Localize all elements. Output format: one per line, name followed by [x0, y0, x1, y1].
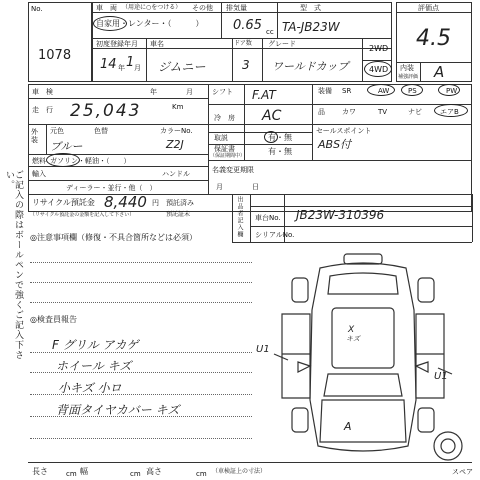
- rule: [232, 38, 233, 82]
- equip-ps: PS: [408, 87, 417, 95]
- color-value: ブルー: [50, 140, 83, 153]
- import-label: 輸入: [32, 170, 46, 178]
- color-change-label: 色替: [94, 127, 108, 135]
- equip-aw-circle: [367, 84, 395, 96]
- report-line-1: F グリル アカゲ: [52, 338, 139, 352]
- rule: [28, 98, 208, 99]
- name-change-label: 名義変更期限: [212, 166, 254, 174]
- height-label: 高さ: [146, 467, 162, 476]
- equip-sr: SR: [342, 87, 352, 95]
- equip-hin: 品: [318, 108, 325, 116]
- equip-pw: PW: [446, 87, 458, 95]
- rule: [420, 62, 421, 82]
- month-unit: 月: [134, 64, 141, 72]
- rule: [146, 38, 147, 82]
- displacement-value: 0.65: [233, 18, 262, 33]
- model-value: TA-JB23W: [282, 20, 340, 34]
- rule: [28, 124, 472, 125]
- manual-label: 取説: [214, 134, 228, 142]
- rule: [472, 194, 473, 242]
- diagram-mark-right: U1: [434, 371, 448, 382]
- year-unit: 年: [118, 64, 125, 72]
- car-damage-diagram: [252, 250, 474, 466]
- interior-label: 内装: [400, 64, 414, 72]
- fuel-label: 燃料: [32, 157, 46, 165]
- grade-label: グレード: [268, 40, 296, 48]
- report-line: [30, 438, 252, 439]
- equip-header-1: 装備: [318, 87, 332, 95]
- equip-pw-circle: [438, 84, 460, 96]
- doors-label: ドア数: [234, 40, 252, 47]
- width-unit: cm: [130, 470, 141, 478]
- color-number-label: カラーNo.: [160, 127, 193, 135]
- equip-navi: ナビ: [408, 108, 422, 116]
- report-line-4: 背面タイヤカバー キズ: [56, 403, 180, 417]
- rule: [92, 12, 392, 13]
- recycle-label: リサイクル預託金: [32, 198, 95, 207]
- diagram-mark-front: A: [344, 420, 352, 433]
- color-number-value: Z2J: [166, 138, 184, 151]
- rule: [244, 84, 245, 160]
- shaken-dimension-note: （車検証上の寸法）: [212, 468, 267, 475]
- rule: [250, 194, 251, 242]
- other-label: その他: [192, 4, 213, 12]
- equip-airbag-circle: [434, 104, 468, 117]
- side-instruction: ご記入の際はボールペンで強くご記入下さい。: [4, 170, 23, 360]
- recycle-note: （リサイクル預託金の金額を記入して下さい）: [30, 212, 135, 218]
- selling-point-label: セールスポイント: [316, 127, 372, 135]
- equip-aw: AW: [378, 87, 390, 95]
- month-value: 1: [126, 55, 135, 70]
- seller-vertical-label: 出品者記入欄: [236, 196, 243, 238]
- diagram-mark-roof: X: [348, 325, 355, 335]
- report-line-2: ホイール キズ: [56, 359, 132, 373]
- rule: [208, 104, 312, 105]
- exterior-label: 外装: [31, 128, 38, 144]
- lot-number-box: [28, 2, 92, 82]
- rule: [277, 2, 278, 38]
- length-label: 長さ: [32, 467, 48, 476]
- eval-label: 評価点: [418, 4, 439, 12]
- rule: [396, 12, 472, 13]
- rule: [208, 132, 312, 133]
- rule: [250, 206, 472, 207]
- original-color-label: 元色: [50, 127, 64, 135]
- usage-options: 自家用・レンター・（ ）: [96, 19, 204, 28]
- fuel-options: ガソリン・軽油・（ ）: [50, 157, 131, 165]
- caution-title: ◎注意事項欄（修復・不具合箇所などは必須）: [30, 233, 197, 242]
- shaken-month-unit: 月: [186, 88, 193, 96]
- name-change-month: 月: [216, 183, 223, 191]
- mileage-unit: Km: [172, 103, 184, 111]
- drive-4wd: 4WD: [369, 65, 389, 74]
- equip-tv: TV: [378, 108, 388, 116]
- eval-score: 4.5: [416, 26, 451, 51]
- manual-value: 有・無: [268, 133, 292, 142]
- chassis-label: 車台No.: [255, 214, 281, 222]
- recycle-unit: 円: [152, 199, 159, 207]
- ac-value: AC: [262, 108, 282, 124]
- serial-label: シリアルNo.: [255, 231, 295, 239]
- lot-number: 1078: [38, 48, 72, 63]
- displacement-label: 排気量: [226, 4, 247, 12]
- rule: [208, 84, 209, 194]
- name-change-day: 日: [252, 183, 259, 191]
- interior-sub: 補強評価: [398, 74, 419, 80]
- mileage-label: 走 行: [32, 106, 53, 114]
- warranty-value: 有・無: [268, 147, 292, 156]
- rule: [250, 226, 472, 227]
- car-name-label: 車名: [150, 40, 164, 48]
- shaken-label: 車 検: [32, 88, 53, 96]
- mileage-value: 25,043: [70, 101, 142, 121]
- rule: [28, 462, 472, 463]
- equip-airbag: エアB: [440, 108, 459, 116]
- displacement-unit: cc: [266, 28, 274, 36]
- inspector-title: ◎検査員報告: [30, 315, 77, 324]
- rule: [92, 38, 392, 39]
- shift-value: F.AT: [252, 88, 276, 102]
- caution-line: [30, 262, 252, 263]
- ac-label: 冷 房: [214, 114, 235, 122]
- model-label: 型 式: [300, 4, 321, 12]
- fuel-circle: [46, 153, 80, 167]
- usage-circle: [93, 16, 127, 31]
- grade-value: ワールドカップ: [272, 60, 349, 73]
- spare-label: スペア: [452, 468, 473, 476]
- car-name-value: ジムニー: [158, 60, 206, 74]
- rule: [312, 84, 313, 160]
- rule: [208, 160, 472, 161]
- doors-value: 3: [242, 58, 250, 72]
- report-line-3: 小キズ 小ロ: [58, 381, 122, 395]
- shift-label: シフト: [212, 88, 233, 96]
- chassis-value: JB23W-310396: [296, 208, 385, 222]
- height-unit: cm: [196, 470, 207, 478]
- warranty-sub: （保証期間中）: [210, 153, 246, 159]
- rule: [92, 48, 392, 49]
- equip-ps-circle: [401, 84, 423, 96]
- caution-line: [30, 302, 252, 303]
- recycle-status: 預託済み: [166, 199, 194, 207]
- diagram-mark-left: U1: [256, 344, 270, 355]
- usage-note: （用途に○をつける）: [122, 4, 182, 11]
- recycle-value: 8,440: [104, 193, 147, 211]
- equip-kawa: カワ: [342, 108, 356, 116]
- drive-4wd-circle: [364, 61, 392, 77]
- diagram-mark-roof-text: キズ: [346, 335, 360, 343]
- rule: [46, 124, 47, 154]
- rule: [262, 38, 263, 82]
- caution-line: [30, 282, 252, 283]
- rule: [28, 180, 208, 181]
- rule: [232, 242, 472, 243]
- rule: [221, 2, 222, 38]
- length-unit: cm: [66, 470, 77, 478]
- import-options: ディーラー・並行・他（ ）: [66, 184, 157, 192]
- shaken-year-unit: 年: [150, 88, 157, 96]
- rule: [232, 194, 233, 242]
- interior-value: A: [434, 63, 445, 81]
- year-value: 14: [100, 57, 117, 72]
- drive-2wd: 2WD: [369, 44, 389, 53]
- width-label: 幅: [80, 467, 88, 476]
- first-reg-label: 初度登録年月: [96, 40, 138, 48]
- handle-label: ハンドル: [162, 170, 190, 178]
- no-label: No.: [31, 5, 43, 13]
- warranty-label: 保証書: [214, 145, 235, 153]
- recycle-status2: 預託証未: [166, 211, 191, 218]
- selling-point-value: ABS付: [318, 138, 352, 151]
- manual-circle: [264, 131, 278, 143]
- vehicle-label: 車 両: [96, 4, 117, 12]
